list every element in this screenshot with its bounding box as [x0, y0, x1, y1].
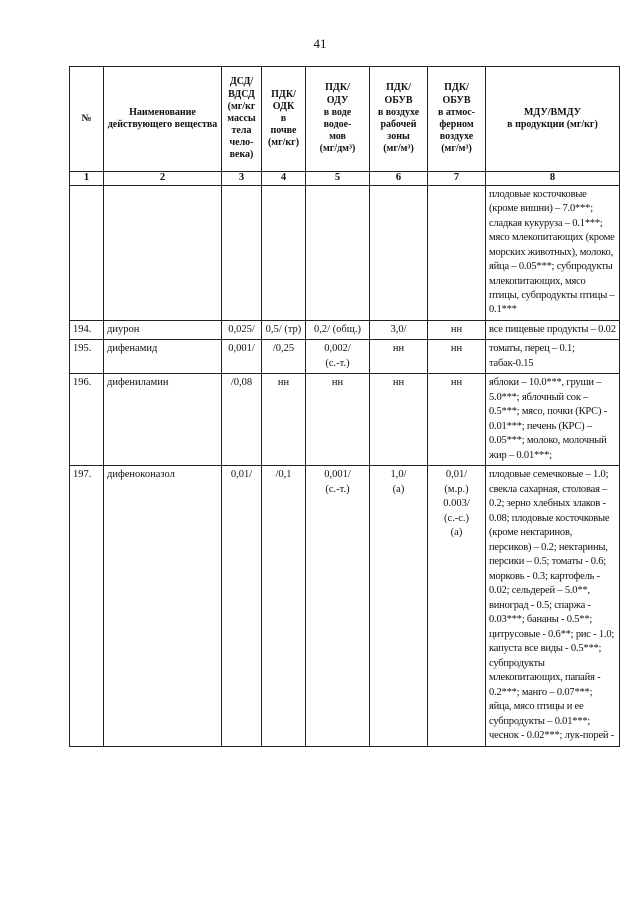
header-row [70, 67, 620, 172]
work-air-value: 3,0/ [370, 320, 428, 339]
work-air-value: нн [370, 374, 428, 466]
column-number: 1 [70, 172, 104, 186]
atm-air-value: нн [428, 374, 486, 466]
column-number: 8 [486, 172, 620, 186]
header-number: № [70, 67, 104, 172]
header-mdu: МДУ/ВМДУ в продукции (мг/кг) [486, 67, 620, 172]
mdu-value: яблоки – 10.0***, груши – 5.0***; яблочный сок – 0.5***; мясо, почки (КРС) - 0.01***; печень (КРС) – 0.05***; молоко, молочный жир – 0.01***; [486, 374, 620, 466]
mdu-value: томаты, перец – 0.1; табак-0.15 [486, 340, 620, 374]
table-row [70, 340, 620, 374]
water-value: 0,2/ (общ.) [306, 320, 370, 339]
substance-name: диурон [104, 320, 222, 339]
substance-name: дифеноконазол [104, 466, 222, 746]
row-number: 195. [70, 340, 104, 374]
header-atm-air: ПДК/ ОБУВ в атмос- ферном воздухе (мг/м³) [428, 67, 486, 172]
table-row [70, 466, 620, 746]
work-air-value [370, 185, 428, 320]
dsd-value: 0,001/ [222, 340, 262, 374]
soil-value [262, 185, 306, 320]
column-number-row [70, 172, 620, 186]
dsd-value: /0,08 [222, 374, 262, 466]
page-number: 41 [313, 36, 327, 51]
mdu-value: плодовые косточковые (кроме вишни) – 7.0***; сладкая кукуруза – 0.1***; мясо млекопитающих (кроме морских животных), молоко, яйца – 0.05***; субпродукты млекопитающих, мясо птицы, субпродукты птицы – 0.1*** [486, 185, 620, 320]
soil-value: 0,5/ (тр) [262, 320, 306, 339]
mdu-value: плодовые семечковые – 1.0; свекла сахарная, столовая – 0.2; зерно хлебных злаков - 0.08; плодовые косточковые (кроме нектаринов, персиков) – 0.2; нектарины, персики – 0.5; томаты - 0.6; морковь - 0.3; картофель - 0.02; сельдерей – 5.0**, виноград - 0.5; спаржа - 0.03***; бананы - 0.5**; цитрусовые - 0.6**; рис - 1.0; капуста все виды - 0.5***; субпродукты млекопитающих, папайя - 0.2***; манго – 0.07***; яйца, мясо птицы и ее субпродукты – 0.01***; чеснок - 0.02***; лук-порей - [486, 466, 620, 746]
water-value [306, 185, 370, 320]
atm-air-value: 0,01/ (м.р.) 0.003/ (с.-с.) (а) [428, 466, 486, 746]
column-number: 5 [306, 172, 370, 186]
header-water: ПДК/ ОДУ в воде водое- мов (мг/дм³) [306, 67, 370, 172]
soil-value: /0,1 [262, 466, 306, 746]
column-number: 3 [222, 172, 262, 186]
water-value: нн [306, 374, 370, 466]
table-row [70, 320, 620, 339]
column-number: 4 [262, 172, 306, 186]
mdu-value: все пищевые продукты – 0.02 [486, 320, 620, 339]
dsd-value: 0,01/ [222, 466, 262, 746]
table-row [70, 374, 620, 466]
work-air-value: 1,0/ (а) [370, 466, 428, 746]
table-row [70, 185, 620, 320]
atm-air-value [428, 185, 486, 320]
row-number: 196. [70, 374, 104, 466]
header-dsd: ДСД/ ВДСД (мг/кг массы тела чело- века) [222, 67, 262, 172]
substance-name: дифениламин [104, 374, 222, 466]
header-substance-name: Наименование действующего вещества [104, 67, 222, 172]
regulation-table [69, 66, 620, 747]
dsd-value: 0,025/ [222, 320, 262, 339]
column-number: 6 [370, 172, 428, 186]
header-soil: ПДК/ ОДК в почве (мг/кг) [262, 67, 306, 172]
water-value: 0,002/ (с.-т.) [306, 340, 370, 374]
row-number: 197. [70, 466, 104, 746]
soil-value: /0,25 [262, 340, 306, 374]
work-air-value: нн [370, 340, 428, 374]
column-number: 7 [428, 172, 486, 186]
water-value: 0,001/ (с.-т.) [306, 466, 370, 746]
header-work-air: ПДК/ ОБУВ в воздухе рабочей зоны (мг/м³) [370, 67, 428, 172]
row-number [70, 185, 104, 320]
atm-air-value: нн [428, 340, 486, 374]
soil-value: нн [262, 374, 306, 466]
dsd-value [222, 185, 262, 320]
column-number: 2 [104, 172, 222, 186]
atm-air-value: нн [428, 320, 486, 339]
substance-name [104, 185, 222, 320]
substance-name: дифенамид [104, 340, 222, 374]
row-number: 194. [70, 320, 104, 339]
